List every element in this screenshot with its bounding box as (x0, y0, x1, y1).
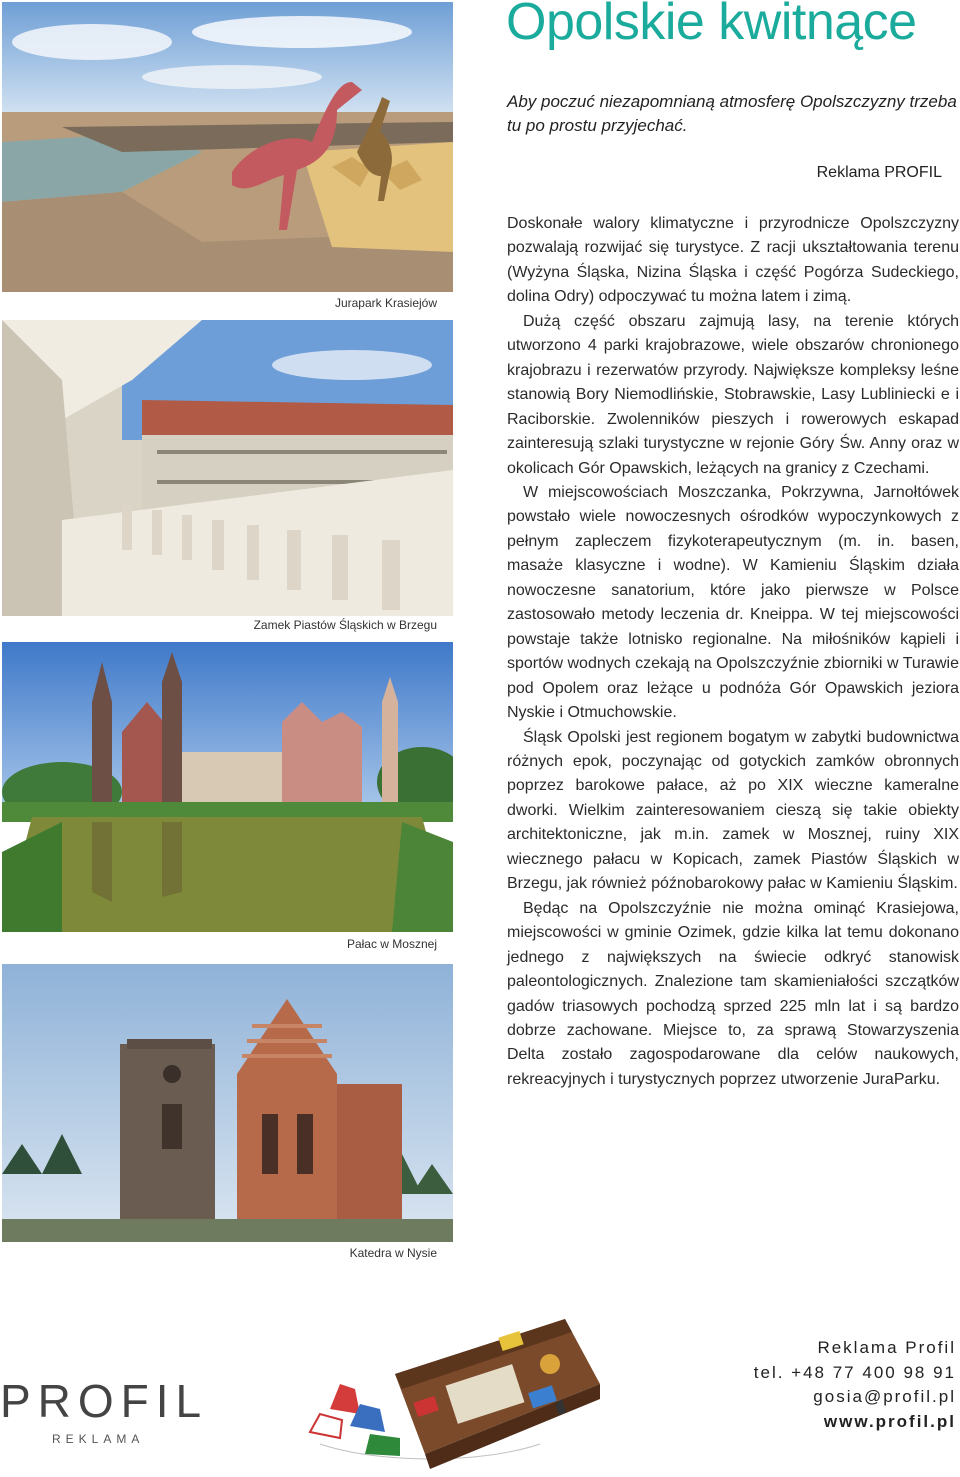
article-paragraph: Doskonałe walory klimatyczne i przyrodnicze Opolszczyzny pozwalają rozwijać się turystyce. Z racji ukształtowania terenu (Wyżyna Śląska, Nizina Śląska i część Pogórza Sudeckiego, dolina Odry) odpoczywać tu można latem i zimą. (507, 215, 959, 306)
katedra-nysa-image (2, 964, 453, 1242)
caption-zamek-brzeg: Zamek Piastów Śląskich w Brzegu (253, 618, 437, 632)
contact-block (754, 1336, 956, 1434)
palac-moszna-image (2, 642, 453, 932)
page-title: Opolskie kwitnące (506, 0, 917, 51)
photo-katedra-nysa (2, 964, 453, 1242)
caption-jurapark: Jurapark Krasiejów (334, 296, 437, 310)
contact-phone: tel. +48 77 400 98 91 (753, 1362, 956, 1382)
contact-email[interactable]: gosia@profil.pl (813, 1387, 956, 1406)
caption-katedra-nysa: Katedra w Nysie (349, 1246, 437, 1260)
article-body (507, 212, 959, 1092)
article-paragraph: Dużą część obszaru zajmują lasy, na terenie których utworzono 4 parki krajobrazowe, wiele obszarów chronionego krajobrazu i rezerwatów przyrody. Największe kompleksy leśne stanowią Bory Niemodlińskie, Stobrawskie, Lasy Lubliniecki e i Raciborskie. Zwolenników pieszych i rowerowych eskapad zainteresują szlaki turystyczne w rejonie Góry Św. Anny oraz w okolicach Gór Opawskich, leżących na granicy z Czechami. (507, 312, 959, 477)
contact-name: Reklama Profil (817, 1338, 956, 1357)
profil-logo (0, 1375, 209, 1446)
photo-palac-moszna (2, 642, 453, 932)
article-paragraph: Będąc na Opolszczyźnie nie można ominąć Krasiejowa, miejscowości w gminie Ozimek, gdzie kilka lat temu dokonano jednego z największych na świecie odkryć stanowisk paleontologicznych. Znalezione tam skamieniałości szczątków gadów triasowych pochodzą sprzed 225 mln lat i są bardzo dobrze zachowane. Miejsce to, za sprawą Stowarzyszenia Delta zostało zagospodarowane dla celów naukowych, rekreacyjnych i turystycznych poprzez utworzenie JuraParku. (507, 899, 959, 1088)
logo-subtitle: REKLAMA (52, 1432, 145, 1446)
lead-text: Aby poczuć niezapomnianą atmosferę Opolszczyzny trzeba tu po prostu przyjechać. (507, 92, 957, 135)
contact-website[interactable]: www.profil.pl (823, 1411, 956, 1431)
photo-zamek-brzeg (2, 320, 453, 616)
article-paragraph: Śląsk Opolski jest regionem bogatym w zabytki budownictwa różnych epok, poczynając od gotyckich zamków obronnych poprzez barokowe pałace, aż po XIX wieczne kameralne dworki. Wielkim zainteresowaniem cieszą się takie obiekty architektoniczne, jak m.in. zamek w Mosznej, ruiny XIX wiecznego pałacu w Kopicach, zamek Piastów Śląskich w Brzegu, jak również późnobarokowy pałac w Kamieniu Śląskim. (507, 728, 959, 893)
photo-jurapark (2, 2, 453, 292)
zamek-brzeg-image (2, 320, 453, 616)
jurapark-image (2, 2, 453, 292)
suitcase-icon (300, 1314, 660, 1472)
suitcase-illustration (300, 1314, 660, 1472)
caption-palac-moszna: Pałac w Mosznej (346, 937, 437, 951)
logo-word: PROFIL (0, 1375, 209, 1427)
ad-label: Reklama PROFIL (816, 164, 942, 181)
article-paragraph: W miejscowościach Moszczanka, Pokrzywna, Jarnołtówek powstało wiele nowoczesnych ośrodków wypoczynkowych z pełnym zapleczem fizykoterapeutycznym (m. in. basen, masaże klasyczne i wodne). W Kamieniu Śląskim działa nowoczesne sanatorium, które jako pierwsze w Polsce zastosowało metody leczenia dr. Kneippa. W tej miejscowości powstaje także lotnisko regionalne. Na miłośników kąpieli i sportów wodnych czekają na Opolszczyźnie zbiorniki w Turawie pod Opolem oraz leżące u podnóża Gór Opawskich jeziora Nyskie i Otmuchowskie. (507, 483, 959, 722)
